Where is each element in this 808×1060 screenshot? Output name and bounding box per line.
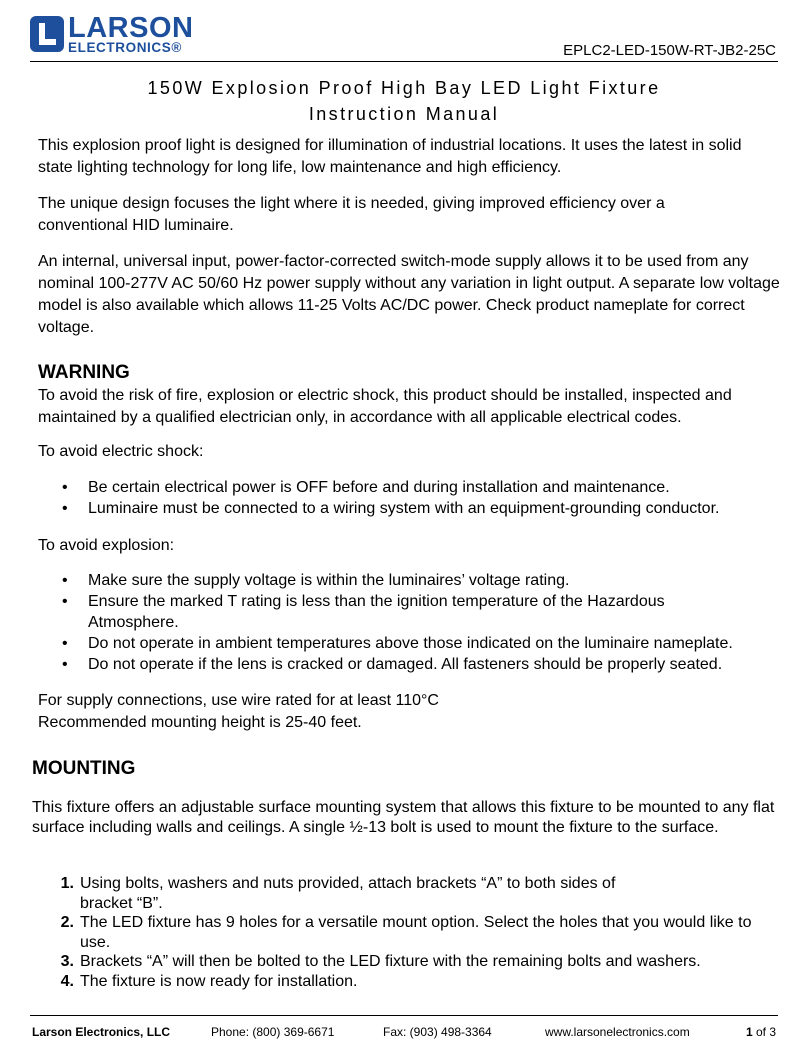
mounting-heading: MOUNTING — [32, 758, 136, 779]
bullet-icon: • — [62, 572, 68, 589]
intro-paragraph-2: The unique design focuses the light where it is needed, giving improved efficiency over a conventional HID luminaire. — [38, 195, 665, 234]
explosion-label: To avoid explosion: — [38, 537, 175, 554]
explosion-list — [38, 570, 778, 675]
bullet-icon: • — [62, 635, 68, 652]
list-item: • Do not operate in ambient temperatures above those indicated on the luminaire nameplate. — [62, 635, 733, 652]
company-logo — [30, 12, 230, 60]
bullet-icon: • — [62, 479, 68, 496]
model-number: EPLC2-LED-150W-RT-JB2-25C — [563, 42, 776, 59]
list-item: • Make sure the supply voltage is within the luminaires’ voltage rating. — [62, 572, 570, 589]
shock-list — [38, 477, 783, 519]
intro-paragraph-3: An internal, universal input, power-factor-corrected switch-mode supply allows it to be used from any nominal 100-277V AC 50/60 Hz power supply without any variation in light output. A separate low voltage model is also available which allows 11-25 Volts AC/DC power. Check product nameplate for correct voltage. — [38, 253, 780, 336]
warning-heading: WARNING — [38, 362, 130, 383]
footer-fax: Fax: (903) 498-3364 — [383, 1025, 492, 1039]
logo-name: LARSON — [68, 12, 194, 44]
logo-mark-icon — [30, 16, 64, 52]
height-note: Recommended mounting height is 25-40 feet. — [38, 714, 362, 731]
list-item: 2. The LED fixture has 9 holes for a versatile mount option. Select the holes that you would like to use. — [60, 914, 752, 951]
shock-label: To avoid electric shock: — [38, 443, 204, 460]
footer-divider — [30, 1015, 778, 1016]
list-item: 1. Using bolts, washers and nuts provided, attach brackets “A” to both sides of bracket “B”. — [60, 875, 616, 912]
footer-company: Larson Electronics, LLC — [32, 1025, 171, 1039]
supply-note: For supply connections, use wire rated for at least 110°C — [38, 692, 439, 709]
list-item: • Do not operate if the lens is cracked or damaged. All fasteners should be properly seated. — [62, 656, 723, 673]
header-divider — [30, 61, 778, 62]
mounting-steps — [32, 874, 772, 991]
list-item: 4. The fixture is now ready for installation. — [60, 972, 358, 990]
list-item: 3. Brackets “A” will then be bolted to the LED fixture with the remaining bolts and washers. — [60, 953, 701, 970]
footer-phone: Phone: (800) 369-6671 — [211, 1025, 335, 1039]
document-title: 150W Explosion Proof High Bay LED Light Fixture — [147, 78, 661, 98]
list-item: • Luminaire must be connected to a wiring system with an equipment-grounding conductor. — [62, 500, 720, 517]
intro-paragraph-1: This explosion proof light is designed for illumination of industrial locations. It uses the latest in solid state lighting technology for long life, low maintenance and high efficiency. — [38, 137, 742, 176]
warning-text: To avoid the risk of fire, explosion or electric shock, this product should be installed, inspected and maintained by a qualified electrician only, in accordance with all applicable electrical codes. — [38, 387, 732, 426]
mounting-text: This fixture offers an adjustable surface mounting system that allows this fixture to be mounted to any flat surface including walls and ceilings. A single ½-13 bolt is used to mount the fixture to the surface. — [32, 799, 775, 836]
list-item: • Ensure the marked T rating is less than the ignition temperature of the Hazardous Atmosphere. — [62, 593, 665, 631]
bullet-icon: • — [62, 656, 68, 673]
footer-website: www.larsonelectronics.com — [545, 1025, 690, 1039]
document-subtitle: Instruction Manual — [308, 104, 500, 124]
logo-subname: ELECTRONICS® — [68, 40, 182, 55]
bullet-icon: • — [62, 500, 68, 517]
page-number: 1 of 3 — [745, 1025, 776, 1039]
list-item: • Be certain electrical power is OFF before and during installation and maintenance. — [62, 479, 670, 496]
bullet-icon: • — [62, 593, 68, 610]
